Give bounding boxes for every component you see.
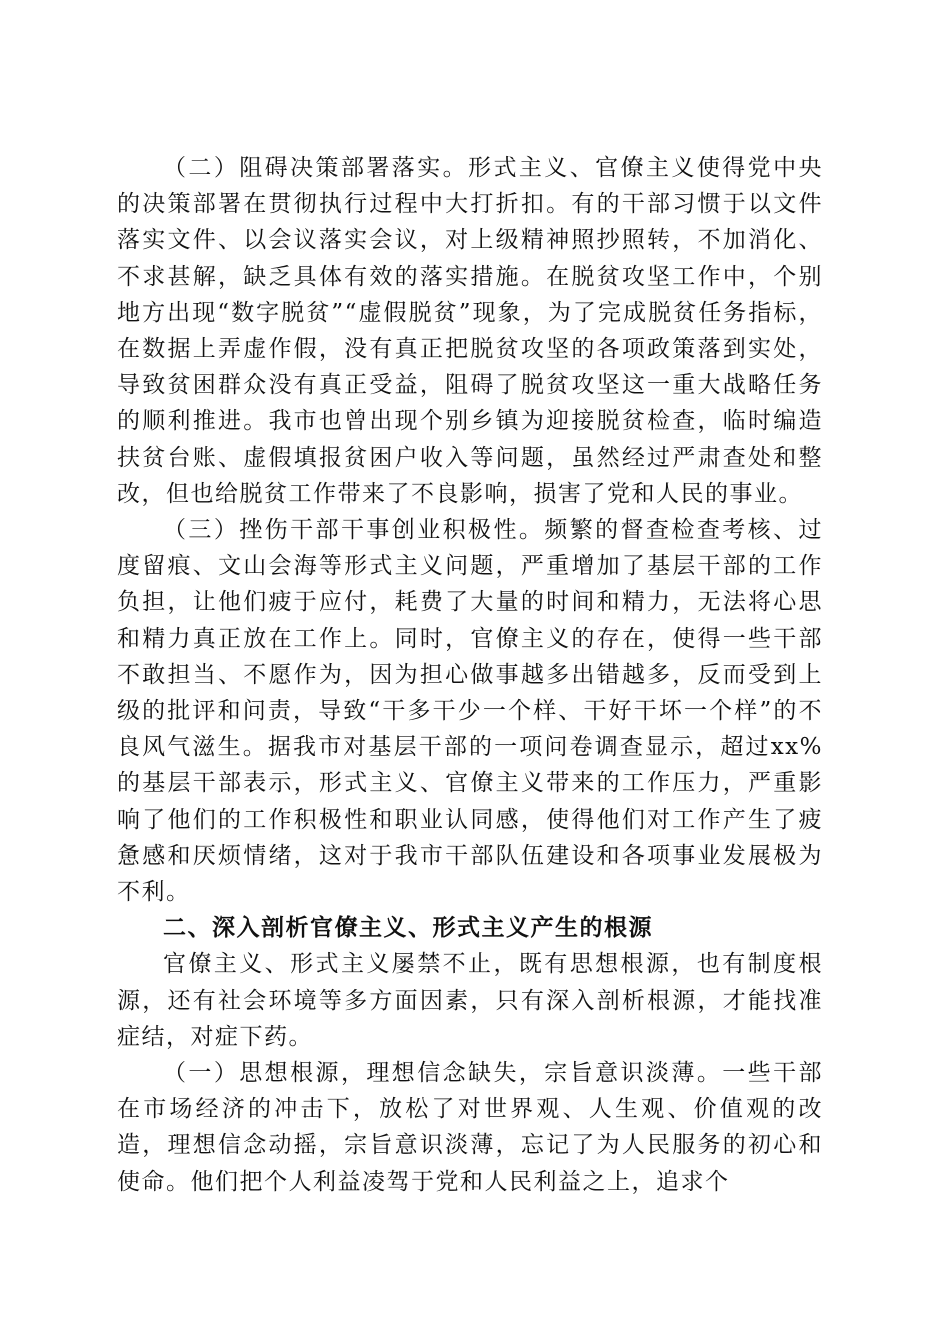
paragraph-dampen-enthusiasm: （三）挫伤干部干事创业积极性。频繁的督查检查考核、过度留痕、文山会海等形式主义问题，严重增加了基层干部的工作负担，让他们疲于应付，耗费了大量的时间和精力，无法将心思和精力真正放在工作上。同时，官僚主义的存在，使得一些干部不敢担当、不愿作为，因为担心做事越多出错越多，反而受到上级的批评和问责，导致“干多干少一个样、干好干坏一个样”的不良风气滋生。据我市对基层干部的一项问卷调查显示，超过xx%的基层干部表示，形式主义、官僚主义带来的工作压力，严重影响了他们的工作积极性和职业认同感，使得他们对工作产生了疲惫感和厌烦情绪，这对于我市干部队伍建设和各项事业发展极为不利。 (117, 517, 823, 906)
paragraph-ideological-roots: （一）思想根源，理想信念缺失，宗旨意识淡薄。一些干部在市场经济的冲击下，放松了对世界观、人生观、价值观的改造，理想信念动摇，宗旨意识淡薄，忘记了为人民服务的初心和使命。他们把个人利益凌驾于党和人民利益之上，追求个 (117, 1060, 823, 1195)
paragraph-obstruct-decisions: （二）阻碍决策部署落实。形式主义、官僚主义使得党中央的决策部署在贯彻执行过程中大打折扣。有的干部习惯于以文件落实文件、以会议落实会议，对上级精神照抄照转，不加消化、不求甚解，缺乏具体有效的落实措施。在脱贫攻坚工作中，个别地方出现“数字脱贫”“虚假脱贫”现象，为了完成脱贫任务指标，在数据上弄虚作假，没有真正把脱贫攻坚的各项政策落到实处，导致贫困群众没有真正受益，阻碍了脱贫攻坚这一重大战略任务的顺利推进。我市也曾出现个别乡镇为迎接脱贫检查，临时编造扶贫台账、虚假填报贫困户收入等问题，虽然经过严肃查处和整改，但也给脱贫工作带来了不良影响，损害了党和人民的事业。 (117, 155, 823, 507)
paragraph-root-causes-intro: 官僚主义、形式主义屡禁不止，既有思想根源，也有制度根源，还有社会环境等多方面因素，只有深入剖析根源，才能找准症结，对症下药。 (117, 951, 823, 1050)
section-heading-root-causes: 二、深入剖析官僚主义、形式主义产生的根源 (163, 915, 653, 942)
document-body (117, 150, 823, 1200)
